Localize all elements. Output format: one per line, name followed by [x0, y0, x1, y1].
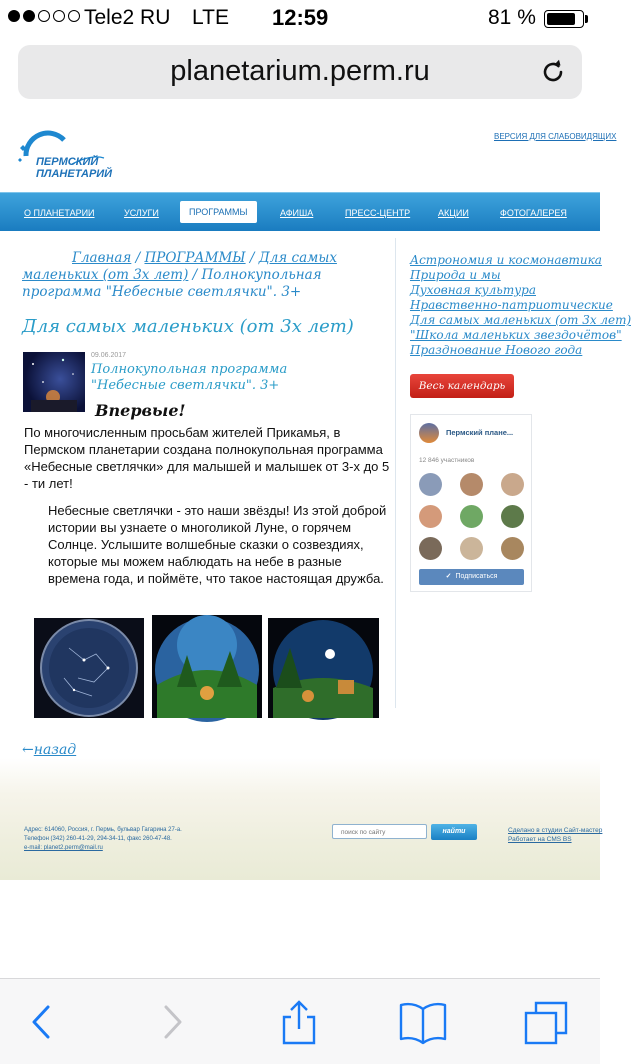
footer-address: Адрес: 614060, Россия, г. Пермь, бульвар Гагарина 27-а. Телефон (342) 260-41-29, 294-34-11, факс 260-47-48. e-mail: planet2.perm@mail.ru: [24, 827, 182, 851]
vk-subscribe-button[interactable]: ✓ Подписаться: [419, 569, 524, 585]
tabs-icon[interactable]: [522, 999, 572, 1045]
logo-text: ПЕРМСКИЙ ПЛАНЕТАРИЙ: [36, 156, 113, 180]
vk-member-avatar[interactable]: [460, 537, 483, 560]
web-page: [0, 118, 631, 978]
status-bar: [0, 0, 600, 36]
nav-item-about[interactable]: О ПЛАНЕТАРИИ: [24, 208, 95, 218]
carrier-name: Tele2 RU: [84, 6, 171, 29]
vk-members-count: 12 846 участников: [419, 457, 475, 464]
breadcrumb-programs[interactable]: ПРОГРАММЫ: [144, 250, 246, 266]
nav-item-afisha[interactable]: АФИША: [280, 208, 314, 218]
breadcrumb-kids[interactable]: Для самых маленьких (от 3х лет): [22, 250, 337, 283]
address-bar[interactable]: [18, 45, 582, 99]
signal-strength-icon: [8, 10, 80, 22]
back-chevron-icon[interactable]: [16, 999, 66, 1045]
share-icon[interactable]: [274, 999, 324, 1045]
nav-item-gallery[interactable]: ФОТОГАЛЕРЕЯ: [500, 208, 567, 218]
sidebar-link-kids[interactable]: Для самых маленьких (от 3х лет): [410, 313, 631, 327]
breadcrumb-current: Полнокупольная программа "Небесные светлячки". 3+: [22, 267, 322, 300]
sidebar-link-school[interactable]: "Школа маленьких звездочётов": [410, 328, 622, 342]
article-title-link[interactable]: Полнокупольная программа "Небесные светлячки". 3+: [91, 362, 288, 393]
site-search-input[interactable]: поиск по сайту: [332, 824, 427, 839]
sidebar-link-new-year[interactable]: Празднование Нового года: [410, 343, 583, 357]
breadcrumb: Главная / ПРОГРАММЫ / Для самых маленьких (от 3х лет) / Полнокупольная программа "Небесные светлячки". 3+: [22, 250, 337, 300]
footer-email-link[interactable]: e-mail: planet2.perm@mail.ru: [24, 845, 103, 851]
studio-link[interactable]: Сделано в студии Сайт-мастер: [508, 827, 603, 834]
footer-credits: [508, 826, 602, 844]
vk-member-avatar[interactable]: [501, 537, 524, 560]
vk-member-avatar[interactable]: [460, 505, 483, 528]
vk-member-avatar[interactable]: [419, 505, 442, 528]
sidebar-categories: [410, 253, 631, 358]
nav-item-promos[interactable]: АКЦИИ: [438, 208, 469, 218]
main-nav: [0, 192, 600, 231]
nav-item-programs[interactable]: ПРОГРАММЫ: [180, 201, 257, 223]
article-paragraph-1: По многочисленным просьбам жителей Прикамья, в Пермском планетарии создана полнокупольная программа «Небесные светлячки» для малышей и малышек от 3-х до 5 - ти лет!: [24, 425, 390, 491]
weak-vision-link[interactable]: ВЕРСИЯ ДЛЯ СЛАБОВИДЯЩИХ: [494, 132, 617, 141]
site-search-button[interactable]: найти: [431, 824, 477, 840]
reload-icon[interactable]: [538, 57, 568, 87]
article-paragraph-2: Небесные светлячки - это наши звёзды! Из этой доброй истории вы узнаете о многоликой Луне, о горячем Солнце. Услышите волшебные сказки о созвездиях, которые мы можем наблюдать на небе в разные времена года, и поймёте, что такое настоящая дружба.: [48, 503, 387, 586]
nav-item-services[interactable]: УСЛУГИ: [124, 208, 159, 218]
vk-widget: [410, 414, 532, 592]
calendar-button[interactable]: Весь календарь: [410, 374, 514, 398]
nav-item-press[interactable]: ПРЕСС-ЦЕНТР: [345, 208, 411, 218]
breadcrumb-home[interactable]: Главная: [72, 250, 132, 266]
gallery-image-constellations[interactable]: [34, 618, 144, 718]
sidebar-link-culture[interactable]: Духовная культура: [410, 283, 536, 297]
sidebar-link-astronomy[interactable]: Астрономия и космонавтика: [410, 253, 602, 267]
url-text: planetarium.perm.ru: [170, 55, 430, 87]
battery-percent: 81 %: [488, 6, 536, 29]
vk-group-name[interactable]: Пермский плане...: [446, 428, 514, 437]
clock: 12:59: [272, 5, 329, 30]
article-thumbnail[interactable]: [23, 352, 85, 412]
vk-member-avatar[interactable]: [501, 473, 524, 496]
article-highlight: Впервые!: [95, 401, 186, 420]
vk-logo-icon: ✓: [445, 573, 452, 580]
browser-toolbar: [0, 978, 600, 1064]
back-link[interactable]: ←назад: [22, 742, 77, 758]
vk-member-avatar[interactable]: [501, 505, 524, 528]
article-date: 09.06.2017: [91, 352, 127, 359]
network-type: LTE: [192, 6, 229, 29]
sidebar-link-nature[interactable]: Природа и мы: [410, 268, 501, 282]
column-divider: [395, 238, 396, 708]
vk-member-avatar[interactable]: [419, 473, 442, 496]
gallery-image-moon-night[interactable]: [268, 618, 379, 718]
sidebar-link-patriotic[interactable]: Нравственно-патриотические: [410, 298, 613, 312]
battery-icon: [544, 10, 584, 28]
cms-link[interactable]: Работает на CMS BS: [508, 836, 572, 843]
bookmarks-icon[interactable]: [398, 999, 448, 1045]
vk-member-avatar[interactable]: [460, 473, 483, 496]
vk-member-avatar[interactable]: [419, 537, 442, 560]
gallery-image-forest[interactable]: [152, 615, 262, 718]
site-footer: [0, 758, 603, 880]
vk-group-avatar[interactable]: [419, 423, 439, 443]
page-title: Для самых маленьких (от 3х лет): [22, 316, 354, 337]
forward-chevron-icon[interactable]: [148, 999, 198, 1045]
